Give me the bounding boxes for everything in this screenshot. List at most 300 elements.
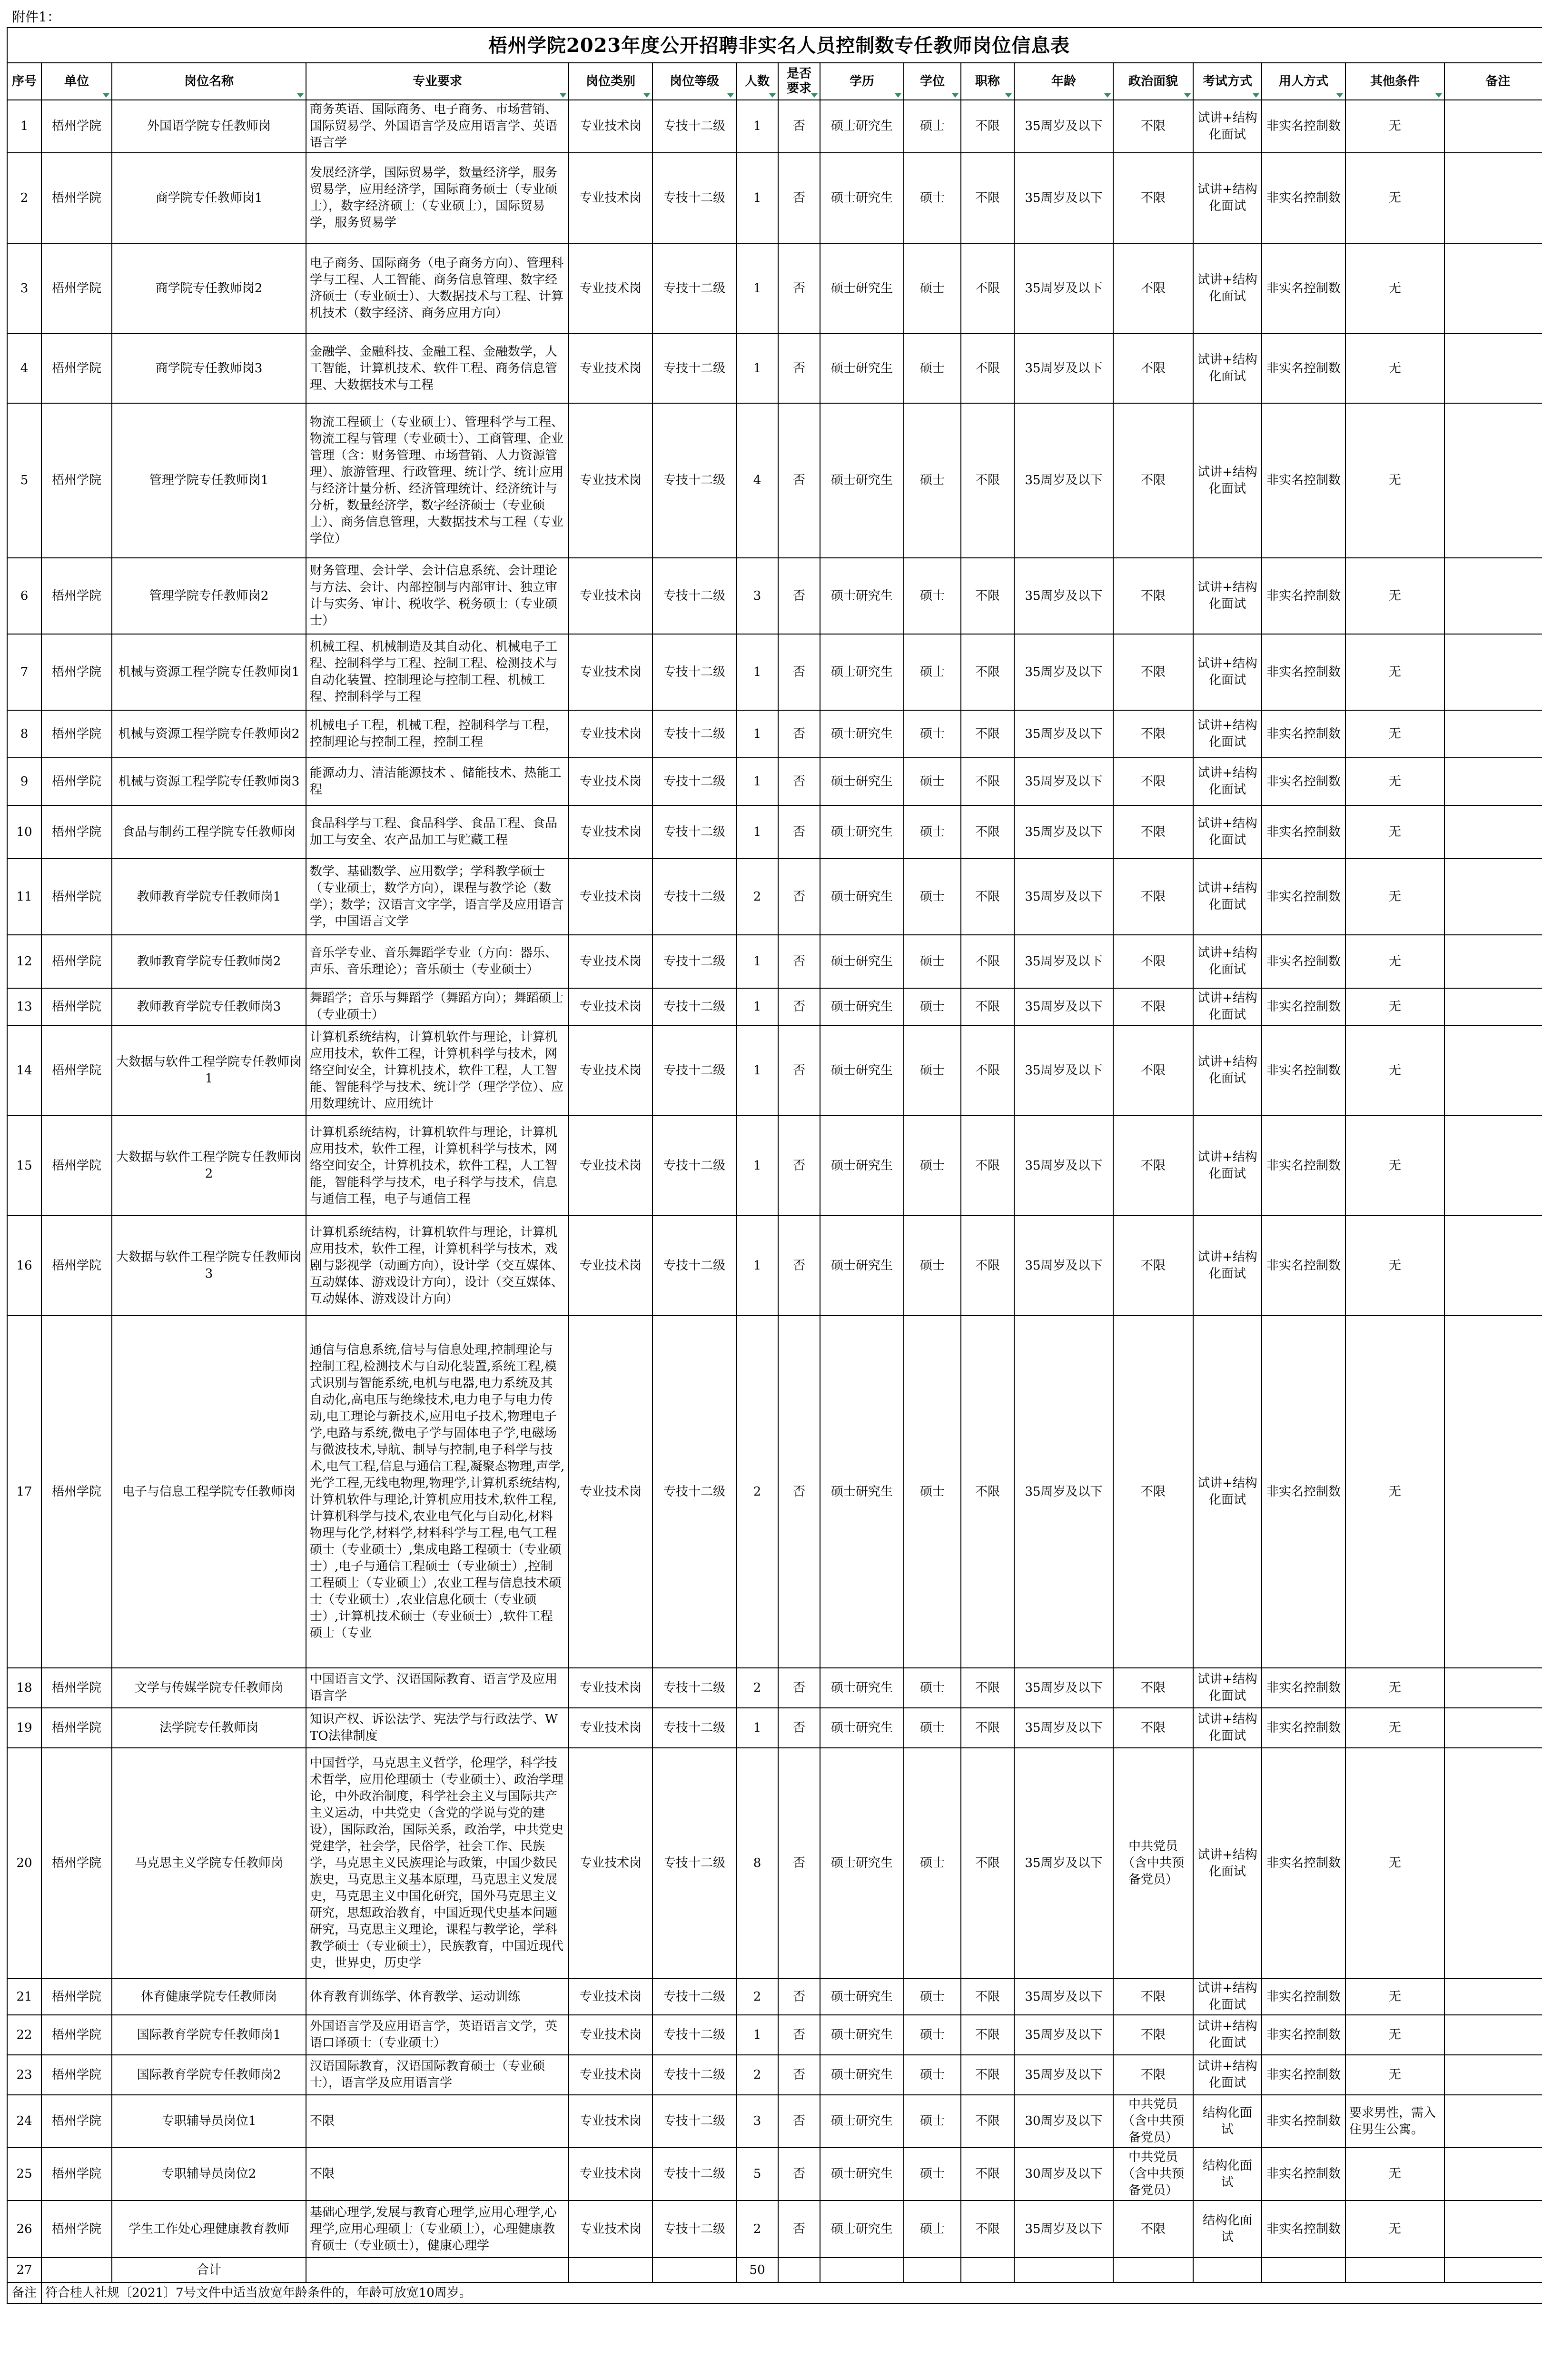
cell-other[interactable]: 无 bbox=[1345, 1979, 1444, 2015]
cell-post[interactable]: 专职辅导员岗位2 bbox=[112, 2148, 306, 2201]
cell-grade[interactable]: 专技十二级 bbox=[652, 2055, 736, 2095]
cell-politics[interactable]: 不限 bbox=[1113, 243, 1193, 334]
cell-edu[interactable]: 硕士研究生 bbox=[820, 334, 904, 403]
cell-req[interactable]: 否 bbox=[778, 805, 820, 859]
cell-exam[interactable]: 试讲+结构化面试 bbox=[1193, 758, 1262, 805]
cell-grade[interactable]: 专技十二级 bbox=[652, 1216, 736, 1316]
cell-unit[interactable]: 梧州学院 bbox=[41, 935, 112, 988]
cell-note[interactable] bbox=[1444, 2015, 1542, 2055]
empty-cell[interactable] bbox=[306, 2258, 569, 2282]
cell-post[interactable]: 马克思主义学院专任教师岗 bbox=[112, 1748, 306, 1979]
cell-no[interactable]: 14 bbox=[7, 1025, 41, 1116]
column-header[interactable] bbox=[736, 63, 778, 100]
cell-other[interactable]: 无 bbox=[1345, 100, 1444, 153]
cell-no[interactable]: 22 bbox=[7, 2015, 41, 2055]
cell-grade[interactable]: 专技十二级 bbox=[652, 1116, 736, 1216]
cell-exam[interactable]: 试讲+结构化面试 bbox=[1193, 334, 1262, 403]
cell-note[interactable] bbox=[1444, 935, 1542, 988]
cell-exam[interactable]: 试讲+结构化面试 bbox=[1193, 1748, 1262, 1979]
cell-post[interactable]: 法学院专任教师岗 bbox=[112, 1708, 306, 1748]
cell-major[interactable]: 财务管理、会计学、会计信息系统、会计理论与方法、会计、内部控制与内部审计、独立审计与实务、审计、税收学、税务硕士（专业硕士） bbox=[306, 558, 569, 634]
cell-exam[interactable]: 试讲+结构化面试 bbox=[1193, 1116, 1262, 1216]
cell-category[interactable]: 专业技术岗 bbox=[569, 243, 652, 334]
cell-req[interactable]: 否 bbox=[778, 634, 820, 710]
cell-other[interactable]: 无 bbox=[1345, 1668, 1444, 1708]
cell-req[interactable]: 否 bbox=[778, 100, 820, 153]
cell-exam[interactable]: 试讲+结构化面试 bbox=[1193, 1316, 1262, 1668]
cell-hire[interactable]: 非实名控制数 bbox=[1262, 403, 1345, 558]
cell-post[interactable]: 机械与资源工程学院专任教师岗2 bbox=[112, 710, 306, 758]
cell-major[interactable]: 汉语国际教育，汉语国际教育硕士（专业硕士），语言学及应用语言学 bbox=[306, 2055, 569, 2095]
cell-degree[interactable]: 硕士 bbox=[904, 988, 961, 1025]
cell-count[interactable]: 1 bbox=[736, 243, 778, 334]
filter-dropdown-icon[interactable] bbox=[1005, 93, 1012, 98]
cell-exam[interactable]: 试讲+结构化面试 bbox=[1193, 710, 1262, 758]
cell-count[interactable]: 2 bbox=[736, 2055, 778, 2095]
cell-age[interactable]: 30周岁及以下 bbox=[1014, 2148, 1113, 2201]
cell-no[interactable]: 2 bbox=[7, 153, 41, 243]
cell-edu[interactable]: 硕士研究生 bbox=[820, 1216, 904, 1316]
filter-dropdown-icon[interactable] bbox=[1184, 93, 1191, 98]
cell-other[interactable]: 无 bbox=[1345, 403, 1444, 558]
cell-age[interactable]: 35周岁及以下 bbox=[1014, 634, 1113, 710]
cell-count[interactable]: 1 bbox=[736, 334, 778, 403]
cell-title[interactable]: 不限 bbox=[961, 1708, 1014, 1748]
cell-title[interactable]: 不限 bbox=[961, 558, 1014, 634]
cell-politics[interactable]: 不限 bbox=[1113, 758, 1193, 805]
cell-other[interactable]: 无 bbox=[1345, 2015, 1444, 2055]
cell-hire[interactable]: 非实名控制数 bbox=[1262, 1708, 1345, 1748]
cell-count[interactable]: 1 bbox=[736, 1708, 778, 1748]
cell-edu[interactable]: 硕士研究生 bbox=[820, 2148, 904, 2201]
cell-hire[interactable]: 非实名控制数 bbox=[1262, 334, 1345, 403]
cell-exam[interactable]: 试讲+结构化面试 bbox=[1193, 634, 1262, 710]
cell-post[interactable]: 商学院专任教师岗1 bbox=[112, 153, 306, 243]
cell-hire[interactable]: 非实名控制数 bbox=[1262, 2055, 1345, 2095]
cell-hire[interactable]: 非实名控制数 bbox=[1262, 988, 1345, 1025]
cell-major[interactable]: 音乐学专业、音乐舞蹈学专业（方向：器乐、声乐、音乐理论）；音乐硕士（专业硕士） bbox=[306, 935, 569, 988]
column-header[interactable] bbox=[1345, 63, 1444, 100]
cell-degree[interactable]: 硕士 bbox=[904, 1748, 961, 1979]
cell-unit[interactable]: 梧州学院 bbox=[41, 1708, 112, 1748]
cell-edu[interactable]: 硕士研究生 bbox=[820, 558, 904, 634]
cell-edu[interactable]: 硕士研究生 bbox=[820, 634, 904, 710]
cell-degree[interactable]: 硕士 bbox=[904, 153, 961, 243]
column-header[interactable] bbox=[1444, 63, 1542, 100]
cell-politics[interactable]: 不限 bbox=[1113, 805, 1193, 859]
cell-note[interactable] bbox=[1444, 634, 1542, 710]
cell-unit[interactable]: 梧州学院 bbox=[41, 710, 112, 758]
cell-no[interactable]: 8 bbox=[7, 710, 41, 758]
cell-other[interactable]: 无 bbox=[1345, 758, 1444, 805]
cell-unit[interactable]: 梧州学院 bbox=[41, 334, 112, 403]
column-header[interactable] bbox=[7, 63, 41, 100]
cell-post[interactable]: 大数据与软件工程学院专任教师岗1 bbox=[112, 1025, 306, 1116]
cell-note[interactable] bbox=[1444, 1668, 1542, 1708]
cell-other[interactable]: 无 bbox=[1345, 243, 1444, 334]
cell-no[interactable]: 4 bbox=[7, 334, 41, 403]
cell-post[interactable]: 机械与资源工程学院专任教师岗3 bbox=[112, 758, 306, 805]
cell-category[interactable]: 专业技术岗 bbox=[569, 334, 652, 403]
cell-note[interactable] bbox=[1444, 988, 1542, 1025]
cell-hire[interactable]: 非实名控制数 bbox=[1262, 1116, 1345, 1216]
cell-title[interactable]: 不限 bbox=[961, 1025, 1014, 1116]
cell-note[interactable] bbox=[1444, 100, 1542, 153]
cell-post[interactable]: 文学与传媒学院专任教师岗 bbox=[112, 1668, 306, 1708]
cell-grade[interactable]: 专技十二级 bbox=[652, 710, 736, 758]
column-header[interactable] bbox=[1014, 63, 1113, 100]
cell-title[interactable]: 不限 bbox=[961, 988, 1014, 1025]
cell-edu[interactable]: 硕士研究生 bbox=[820, 1979, 904, 2015]
cell-exam[interactable]: 结构化面试 bbox=[1193, 2201, 1262, 2258]
cell-exam[interactable]: 试讲+结构化面试 bbox=[1193, 859, 1262, 935]
cell-hire[interactable]: 非实名控制数 bbox=[1262, 758, 1345, 805]
cell-unit[interactable]: 梧州学院 bbox=[41, 558, 112, 634]
cell-exam[interactable]: 试讲+结构化面试 bbox=[1193, 805, 1262, 859]
cell-unit[interactable]: 梧州学院 bbox=[41, 758, 112, 805]
column-header[interactable] bbox=[1193, 63, 1262, 100]
cell-exam[interactable]: 试讲+结构化面试 bbox=[1193, 100, 1262, 153]
cell-edu[interactable]: 硕士研究生 bbox=[820, 2201, 904, 2258]
cell-major[interactable]: 计算机系统结构，计算机软件与理论，计算机应用技术，软件工程，计算机科学与技术，网络空间安全，计算机技术，软件工程，人工智能，智能科学与技术，电子科学与技术，信息与通信工程，电子与通信工程 bbox=[306, 1116, 569, 1216]
cell-age[interactable]: 35周岁及以下 bbox=[1014, 2015, 1113, 2055]
column-header[interactable] bbox=[112, 63, 306, 100]
cell-exam[interactable]: 试讲+结构化面试 bbox=[1193, 1708, 1262, 1748]
cell-unit[interactable]: 梧州学院 bbox=[41, 1316, 112, 1668]
cell-edu[interactable]: 硕士研究生 bbox=[820, 859, 904, 935]
cell-other[interactable]: 无 bbox=[1345, 2148, 1444, 2201]
cell-degree[interactable]: 硕士 bbox=[904, 2015, 961, 2055]
cell-exam[interactable]: 试讲+结构化面试 bbox=[1193, 988, 1262, 1025]
cell-edu[interactable]: 硕士研究生 bbox=[820, 2015, 904, 2055]
cell-grade[interactable]: 专技十二级 bbox=[652, 2095, 736, 2148]
cell-hire[interactable]: 非实名控制数 bbox=[1262, 1668, 1345, 1708]
empty-cell[interactable] bbox=[1444, 2258, 1542, 2282]
cell-major[interactable]: 发展经济学，国际贸易学，数量经济学，服务贸易学，应用经济学，国际商务硕士（专业硕士），数字经济硕士（专业硕士），国际贸易学，服务贸易学 bbox=[306, 153, 569, 243]
cell-count[interactable]: 1 bbox=[736, 758, 778, 805]
cell-count[interactable]: 1 bbox=[736, 1025, 778, 1116]
filter-dropdown-icon[interactable] bbox=[769, 93, 776, 98]
cell-note[interactable] bbox=[1444, 710, 1542, 758]
cell-age[interactable]: 35周岁及以下 bbox=[1014, 935, 1113, 988]
cell-degree[interactable]: 硕士 bbox=[904, 2201, 961, 2258]
cell-unit[interactable]: 梧州学院 bbox=[41, 2201, 112, 2258]
cell-edu[interactable]: 硕士研究生 bbox=[820, 988, 904, 1025]
cell-no[interactable]: 20 bbox=[7, 1748, 41, 1979]
cell-other[interactable]: 无 bbox=[1345, 1316, 1444, 1668]
cell-grade[interactable]: 专技十二级 bbox=[652, 403, 736, 558]
cell-major[interactable]: 计算机系统结构，计算机软件与理论，计算机应用技术，软件工程，计算机科学与技术，戏剧与影视学（动画方向），设计学（交互媒体、互动媒体、游戏设计方向），设计（交互媒体、互动媒体、游戏设计方向） bbox=[306, 1216, 569, 1316]
column-header[interactable] bbox=[820, 63, 904, 100]
cell-title[interactable]: 不限 bbox=[961, 2095, 1014, 2148]
cell-unit[interactable]: 梧州学院 bbox=[41, 243, 112, 334]
cell-age[interactable]: 35周岁及以下 bbox=[1014, 403, 1113, 558]
cell-title[interactable]: 不限 bbox=[961, 1116, 1014, 1216]
cell-title[interactable]: 不限 bbox=[961, 2015, 1014, 2055]
cell-note[interactable] bbox=[1444, 1116, 1542, 1216]
cell-degree[interactable]: 硕士 bbox=[904, 334, 961, 403]
cell-age[interactable]: 35周岁及以下 bbox=[1014, 1116, 1113, 1216]
cell-edu[interactable]: 硕士研究生 bbox=[820, 1025, 904, 1116]
cell-count[interactable]: 1 bbox=[736, 100, 778, 153]
cell-note[interactable] bbox=[1444, 805, 1542, 859]
empty-cell[interactable] bbox=[569, 2258, 652, 2282]
cell-grade[interactable]: 专技十二级 bbox=[652, 1979, 736, 2015]
cell-no[interactable]: 19 bbox=[7, 1708, 41, 1748]
cell-edu[interactable]: 硕士研究生 bbox=[820, 935, 904, 988]
cell-req[interactable]: 否 bbox=[778, 153, 820, 243]
cell-req[interactable]: 否 bbox=[778, 1025, 820, 1116]
cell-unit[interactable]: 梧州学院 bbox=[41, 153, 112, 243]
column-header[interactable] bbox=[961, 63, 1014, 100]
total-count[interactable]: 50 bbox=[736, 2258, 778, 2282]
cell-hire[interactable]: 非实名控制数 bbox=[1262, 805, 1345, 859]
cell-politics[interactable]: 不限 bbox=[1113, 2015, 1193, 2055]
cell-exam[interactable]: 试讲+结构化面试 bbox=[1193, 153, 1262, 243]
cell-category[interactable]: 专业技术岗 bbox=[569, 859, 652, 935]
cell-degree[interactable]: 硕士 bbox=[904, 710, 961, 758]
cell-count[interactable]: 1 bbox=[736, 935, 778, 988]
cell-note[interactable] bbox=[1444, 1748, 1542, 1979]
cell-grade[interactable]: 专技十二级 bbox=[652, 1668, 736, 1708]
cell-unit[interactable]: 梧州学院 bbox=[41, 859, 112, 935]
cell-no[interactable]: 3 bbox=[7, 243, 41, 334]
cell-unit[interactable]: 梧州学院 bbox=[41, 1216, 112, 1316]
cell-degree[interactable]: 硕士 bbox=[904, 859, 961, 935]
cell-edu[interactable]: 硕士研究生 bbox=[820, 805, 904, 859]
cell-category[interactable]: 专业技术岗 bbox=[569, 988, 652, 1025]
cell-unit[interactable]: 梧州学院 bbox=[41, 2055, 112, 2095]
cell-post[interactable]: 食品与制药工程学院专任教师岗 bbox=[112, 805, 306, 859]
cell-no[interactable]: 10 bbox=[7, 805, 41, 859]
cell-unit[interactable]: 梧州学院 bbox=[41, 634, 112, 710]
cell-post[interactable]: 教师教育学院专任教师岗2 bbox=[112, 935, 306, 988]
cell-post[interactable]: 管理学院专任教师岗1 bbox=[112, 403, 306, 558]
cell-note[interactable] bbox=[1444, 2148, 1542, 2201]
cell-unit[interactable]: 梧州学院 bbox=[41, 2095, 112, 2148]
cell-no[interactable]: 12 bbox=[7, 935, 41, 988]
cell-title[interactable]: 不限 bbox=[961, 1668, 1014, 1708]
cell-post[interactable]: 管理学院专任教师岗2 bbox=[112, 558, 306, 634]
cell-no[interactable]: 13 bbox=[7, 988, 41, 1025]
cell-count[interactable]: 3 bbox=[736, 558, 778, 634]
empty-cell[interactable] bbox=[778, 2258, 820, 2282]
empty-cell[interactable] bbox=[1113, 2258, 1193, 2282]
empty-cell[interactable] bbox=[1262, 2258, 1345, 2282]
cell-degree[interactable]: 硕士 bbox=[904, 1668, 961, 1708]
empty-cell[interactable] bbox=[41, 2258, 112, 2282]
filter-dropdown-icon[interactable] bbox=[952, 93, 959, 98]
cell-major[interactable]: 物流工程硕士（专业硕士）、管理科学与工程、物流工程与管理（专业硕士）、工商管理、企业管理（含：财务管理、市场营销、人力资源管理）、旅游管理、行政管理、统计学、统计应用与经济计量分析、经济管理统计、经济统计与分析，数量经济学，数字经济硕士（专业硕士）、商务信息管理，大数据技术与工程（专业学位） bbox=[306, 403, 569, 558]
cell-count[interactable]: 3 bbox=[736, 2095, 778, 2148]
cell-age[interactable]: 35周岁及以下 bbox=[1014, 859, 1113, 935]
cell-exam[interactable]: 试讲+结构化面试 bbox=[1193, 403, 1262, 558]
total-label[interactable]: 合计 bbox=[112, 2258, 306, 2282]
cell-no[interactable]: 1 bbox=[7, 100, 41, 153]
cell-count[interactable]: 1 bbox=[736, 153, 778, 243]
cell-req[interactable]: 否 bbox=[778, 1708, 820, 1748]
cell-edu[interactable]: 硕士研究生 bbox=[820, 403, 904, 558]
cell-exam[interactable]: 试讲+结构化面试 bbox=[1193, 243, 1262, 334]
cell-no[interactable]: 21 bbox=[7, 1979, 41, 2015]
cell-politics[interactable]: 中共党员（含中共预备党员） bbox=[1113, 2095, 1193, 2148]
cell-other[interactable]: 要求男性，需入住男生公寓。 bbox=[1345, 2095, 1444, 2148]
cell-politics[interactable]: 不限 bbox=[1113, 859, 1193, 935]
cell-major[interactable]: 中国语言文学、汉语国际教育、语言学及应用语言学 bbox=[306, 1668, 569, 1708]
cell-title[interactable]: 不限 bbox=[961, 758, 1014, 805]
cell-post[interactable]: 商学院专任教师岗2 bbox=[112, 243, 306, 334]
cell-title[interactable]: 不限 bbox=[961, 1748, 1014, 1979]
cell-hire[interactable]: 非实名控制数 bbox=[1262, 100, 1345, 153]
cell-note[interactable] bbox=[1444, 2201, 1542, 2258]
empty-cell[interactable] bbox=[961, 2258, 1014, 2282]
cell-hire[interactable]: 非实名控制数 bbox=[1262, 243, 1345, 334]
cell-grade[interactable]: 专技十二级 bbox=[652, 334, 736, 403]
cell-post[interactable]: 专职辅导员岗位1 bbox=[112, 2095, 306, 2148]
cell-other[interactable]: 无 bbox=[1345, 859, 1444, 935]
cell-degree[interactable]: 硕士 bbox=[904, 2055, 961, 2095]
cell-note[interactable] bbox=[1444, 2055, 1542, 2095]
cell-note[interactable] bbox=[1444, 558, 1542, 634]
column-header[interactable] bbox=[306, 63, 569, 100]
cell-other[interactable]: 无 bbox=[1345, 2055, 1444, 2095]
cell-edu[interactable]: 硕士研究生 bbox=[820, 100, 904, 153]
cell-other[interactable]: 无 bbox=[1345, 1025, 1444, 1116]
cell-no[interactable]: 11 bbox=[7, 859, 41, 935]
cell-count[interactable]: 2 bbox=[736, 1316, 778, 1668]
filter-dropdown-icon[interactable] bbox=[895, 93, 901, 98]
cell-major[interactable]: 中国哲学，马克思主义哲学，伦理学，科学技术哲学，应用伦理硕士（专业硕士）、政治学理论，中外政治制度，科学社会主义与国际共产主义运动，中共党史（含党的学说与党的建设），国际政治，国际关系，政治学，中共党史党建学，社会学，民俗学，社会工作、民族学，马克思主义民族理论与政策，中国少数民族史，马克思主义基本原理，马克思主义发展史，马克思主义中国化研究，国外马克思主义研究，思想政治教育，中国近现代史基本问题研究，马克思主义理论，课程与教学论，学科教学硕士（专业硕士），民族教育，中国近现代史，世界史，历史学 bbox=[306, 1748, 569, 1979]
cell-age[interactable]: 35周岁及以下 bbox=[1014, 758, 1113, 805]
cell-major[interactable]: 能源动力、清洁能源技术 、储能技术、热能工程 bbox=[306, 758, 569, 805]
cell-title[interactable]: 不限 bbox=[961, 403, 1014, 558]
cell-post[interactable]: 国际教育学院专任教师岗1 bbox=[112, 2015, 306, 2055]
empty-cell[interactable] bbox=[652, 2258, 736, 2282]
filter-dropdown-icon[interactable] bbox=[1253, 93, 1259, 98]
cell-unit[interactable]: 梧州学院 bbox=[41, 2148, 112, 2201]
cell-count[interactable]: 8 bbox=[736, 1748, 778, 1979]
column-header[interactable] bbox=[1262, 63, 1345, 100]
filter-dropdown-icon[interactable] bbox=[727, 93, 734, 98]
cell-note[interactable] bbox=[1444, 1979, 1542, 2015]
cell-category[interactable]: 专业技术岗 bbox=[569, 634, 652, 710]
cell-count[interactable]: 2 bbox=[736, 1979, 778, 2015]
cell-other[interactable]: 无 bbox=[1345, 2201, 1444, 2258]
cell-exam[interactable]: 试讲+结构化面试 bbox=[1193, 1216, 1262, 1316]
cell-note[interactable] bbox=[1444, 1316, 1542, 1668]
cell-unit[interactable]: 梧州学院 bbox=[41, 805, 112, 859]
cell-no[interactable]: 9 bbox=[7, 758, 41, 805]
cell-hire[interactable]: 非实名控制数 bbox=[1262, 1216, 1345, 1316]
cell-hire[interactable]: 非实名控制数 bbox=[1262, 558, 1345, 634]
cell-no[interactable]: 25 bbox=[7, 2148, 41, 2201]
cell-hire[interactable]: 非实名控制数 bbox=[1262, 1025, 1345, 1116]
cell-category[interactable]: 专业技术岗 bbox=[569, 2148, 652, 2201]
cell-major[interactable]: 基础心理学,发展与教育心理学,应用心理学,心理学,应用心理硕士（专业硕士），心理健康教育硕士（专业硕士），健康心理学 bbox=[306, 2201, 569, 2258]
cell-major[interactable]: 电子商务、国际商务（电子商务方向）、管理科学与工程、人工智能、商务信息管理、数字经济硕士（专业硕士）、大数据技术与工程、计算机技术（数字经济、商务应用方向） bbox=[306, 243, 569, 334]
cell-other[interactable]: 无 bbox=[1345, 805, 1444, 859]
cell-category[interactable]: 专业技术岗 bbox=[569, 2201, 652, 2258]
cell-req[interactable]: 否 bbox=[778, 935, 820, 988]
cell-politics[interactable]: 不限 bbox=[1113, 1668, 1193, 1708]
cell-age[interactable]: 35周岁及以下 bbox=[1014, 100, 1113, 153]
cell-title[interactable]: 不限 bbox=[961, 1979, 1014, 2015]
cell-category[interactable]: 专业技术岗 bbox=[569, 2055, 652, 2095]
cell-title[interactable]: 不限 bbox=[961, 334, 1014, 403]
cell-no[interactable]: 17 bbox=[7, 1316, 41, 1668]
cell-hire[interactable]: 非实名控制数 bbox=[1262, 2148, 1345, 2201]
cell-major[interactable]: 不限 bbox=[306, 2095, 569, 2148]
cell-politics[interactable]: 不限 bbox=[1113, 1316, 1193, 1668]
cell-no[interactable]: 6 bbox=[7, 558, 41, 634]
cell-req[interactable]: 否 bbox=[778, 988, 820, 1025]
cell-unit[interactable]: 梧州学院 bbox=[41, 988, 112, 1025]
cell-grade[interactable]: 专技十二级 bbox=[652, 1748, 736, 1979]
cell-hire[interactable]: 非实名控制数 bbox=[1262, 710, 1345, 758]
cell-count[interactable]: 1 bbox=[736, 2015, 778, 2055]
filter-dropdown-icon[interactable] bbox=[811, 93, 818, 98]
cell-grade[interactable]: 专技十二级 bbox=[652, 634, 736, 710]
cell-category[interactable]: 专业技术岗 bbox=[569, 2015, 652, 2055]
cell-no[interactable]: 23 bbox=[7, 2055, 41, 2095]
cell-degree[interactable]: 硕士 bbox=[904, 1025, 961, 1116]
cell-other[interactable]: 无 bbox=[1345, 634, 1444, 710]
empty-cell[interactable] bbox=[1014, 2258, 1113, 2282]
cell-title[interactable]: 不限 bbox=[961, 1216, 1014, 1316]
cell-politics[interactable]: 不限 bbox=[1113, 1216, 1193, 1316]
cell-hire[interactable]: 非实名控制数 bbox=[1262, 859, 1345, 935]
cell-age[interactable]: 35周岁及以下 bbox=[1014, 2055, 1113, 2095]
cell-other[interactable]: 无 bbox=[1345, 153, 1444, 243]
cell-degree[interactable]: 硕士 bbox=[904, 1116, 961, 1216]
cell-edu[interactable]: 硕士研究生 bbox=[820, 1116, 904, 1216]
cell-exam[interactable]: 试讲+结构化面试 bbox=[1193, 1979, 1262, 2015]
cell-grade[interactable]: 专技十二级 bbox=[652, 1708, 736, 1748]
cell-grade[interactable]: 专技十二级 bbox=[652, 758, 736, 805]
cell-category[interactable]: 专业技术岗 bbox=[569, 935, 652, 988]
cell-post[interactable]: 商学院专任教师岗3 bbox=[112, 334, 306, 403]
cell-age[interactable]: 35周岁及以下 bbox=[1014, 988, 1113, 1025]
cell-post[interactable]: 国际教育学院专任教师岗2 bbox=[112, 2055, 306, 2095]
cell-major[interactable]: 数学、基础数学、应用数学；学科教学硕士（专业硕士，数学方向），课程与教学论（数学）；数学；汉语言文字学，语言学及应用语言学，中国语言文学 bbox=[306, 859, 569, 935]
cell-age[interactable]: 35周岁及以下 bbox=[1014, 1708, 1113, 1748]
cell-degree[interactable]: 硕士 bbox=[904, 805, 961, 859]
cell-edu[interactable]: 硕士研究生 bbox=[820, 710, 904, 758]
cell-category[interactable]: 专业技术岗 bbox=[569, 1025, 652, 1116]
cell-req[interactable]: 否 bbox=[778, 1748, 820, 1979]
cell-hire[interactable]: 非实名控制数 bbox=[1262, 935, 1345, 988]
cell-count[interactable]: 1 bbox=[736, 710, 778, 758]
cell-post[interactable]: 教师教育学院专任教师岗1 bbox=[112, 859, 306, 935]
cell-degree[interactable]: 硕士 bbox=[904, 2148, 961, 2201]
cell-no[interactable]: 26 bbox=[7, 2201, 41, 2258]
cell-title[interactable]: 不限 bbox=[961, 153, 1014, 243]
cell-category[interactable]: 专业技术岗 bbox=[569, 1668, 652, 1708]
column-header[interactable] bbox=[41, 63, 112, 100]
cell-politics[interactable]: 中共党员（含中共预备党员） bbox=[1113, 1748, 1193, 1979]
cell-unit[interactable]: 梧州学院 bbox=[41, 1116, 112, 1216]
cell-req[interactable]: 否 bbox=[778, 2201, 820, 2258]
cell-req[interactable]: 否 bbox=[778, 1668, 820, 1708]
filter-dropdown-icon[interactable] bbox=[560, 93, 566, 98]
cell-post[interactable]: 机械与资源工程学院专任教师岗1 bbox=[112, 634, 306, 710]
cell-count[interactable]: 5 bbox=[736, 2148, 778, 2201]
cell-grade[interactable]: 专技十二级 bbox=[652, 153, 736, 243]
cell-title[interactable]: 不限 bbox=[961, 710, 1014, 758]
cell-age[interactable]: 35周岁及以下 bbox=[1014, 2201, 1113, 2258]
cell-hire[interactable]: 非实名控制数 bbox=[1262, 1748, 1345, 1979]
cell-edu[interactable]: 硕士研究生 bbox=[820, 1316, 904, 1668]
